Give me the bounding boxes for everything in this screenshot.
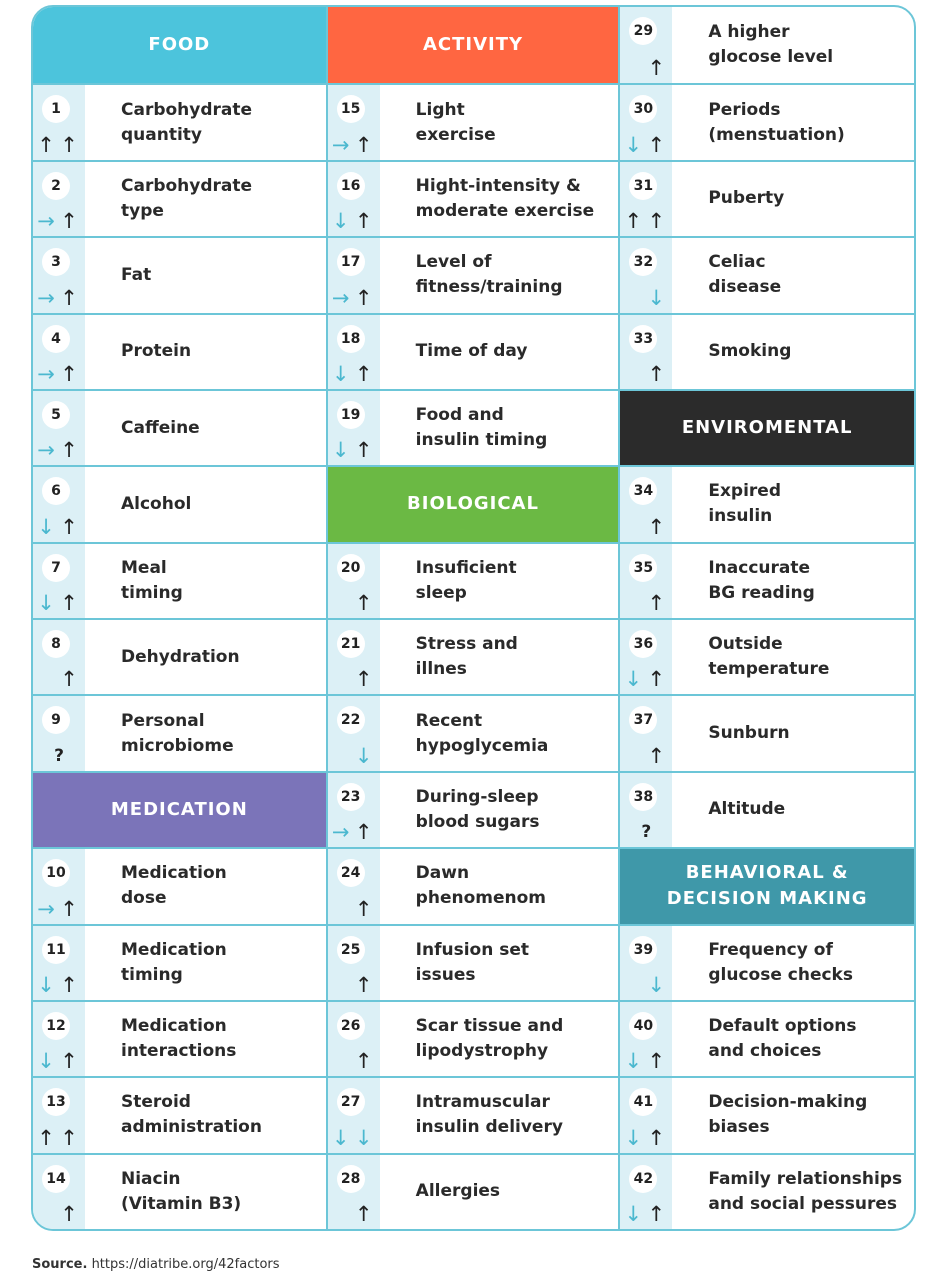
arrow-up-icon: ↑ (647, 361, 666, 386)
factor-label: Medication timing (121, 939, 227, 985)
arrow-up-icon: ↑ (647, 132, 666, 157)
factor-indicator-strip (33, 620, 85, 694)
arrow-down-icon: ↓ (37, 1049, 55, 1074)
factor-indicator-strip (620, 544, 672, 618)
factor-label: A higher glocose level (708, 22, 834, 68)
arrow-down-icon: ↓ (331, 209, 350, 234)
factor-label: Level of fitness/training (415, 252, 563, 298)
factor-label: Intramuscular insulin delivery (415, 1092, 563, 1138)
arrow-up-icon: ↑ (354, 1202, 373, 1226)
arrow-down-icon: ↓ (647, 972, 666, 997)
arrow-up-icon: ↑ (647, 56, 666, 81)
arrow-up-icon: ↑ (37, 1125, 55, 1150)
factor-cell (620, 542, 914, 618)
arrow-up-icon: ↑ (354, 285, 373, 310)
arrow-down-icon: ↓ (37, 591, 55, 615)
arrow-right-icon: → (37, 438, 55, 463)
factor-indicator-strip (328, 1155, 380, 1229)
factor-number: 10 (42, 859, 70, 887)
arrow-right-icon: → (37, 209, 55, 234)
category-column (326, 7, 619, 1229)
factor-number: 6 (42, 477, 70, 505)
factor-number: 1 (42, 95, 70, 123)
factor-number: 3 (42, 248, 70, 276)
factor-number: 2 (42, 172, 70, 200)
factor-number: 7 (42, 554, 70, 582)
arrow-up-icon: ↑ (354, 820, 373, 845)
factor-label: Stress and illnes (415, 634, 518, 680)
factor-number: 41 (629, 1088, 657, 1116)
arrow-up-icon: ↑ (60, 1125, 78, 1150)
arrow-down-icon: ↓ (624, 132, 643, 157)
factor-label: Hight-intensity & moderate exercise (415, 175, 595, 221)
factor-indicator-strip (328, 696, 380, 770)
factor-cell (33, 1000, 326, 1076)
factor-indicator-strip (620, 926, 672, 1000)
factor-label: Time of day (415, 341, 528, 362)
factor-cell (620, 924, 914, 1000)
arrow-right-icon: → (37, 361, 55, 386)
arrow-right-icon: → (331, 285, 350, 310)
factor-cell (328, 847, 619, 923)
factor-number: 20 (337, 554, 365, 582)
arrow-up-icon: ↑ (60, 361, 78, 386)
arrow-up-icon: ↑ (647, 743, 666, 768)
factor-label: Steroid administration (121, 1092, 262, 1138)
factor-label: Protein (121, 341, 192, 362)
factor-number: 36 (629, 630, 657, 658)
factor-number: 39 (629, 936, 657, 964)
category-header: ACTIVITY (328, 7, 619, 83)
arrow-up-icon: ↑ (60, 1049, 78, 1074)
arrow-up-icon: ↑ (354, 972, 373, 997)
arrow-down-icon: ↓ (624, 1202, 643, 1226)
factor-cell (328, 83, 619, 159)
source-label: Source. (32, 1257, 88, 1272)
arrow-right-icon: → (331, 132, 350, 157)
factor-label: Personal microbiome (121, 710, 234, 756)
arrow-down-icon: ↓ (37, 972, 55, 997)
factor-cell (33, 1153, 326, 1229)
factor-cell (620, 694, 914, 770)
factor-number: 5 (42, 401, 70, 429)
category-header: ENVIROMENTAL (620, 389, 914, 465)
arrow-up-icon: ↑ (647, 667, 666, 692)
factor-cell (620, 1153, 914, 1229)
factor-number: 42 (629, 1165, 657, 1193)
question-mark-icon: ? (54, 745, 64, 766)
arrow-up-icon: ↑ (354, 591, 373, 615)
factor-indicator-strip (33, 467, 85, 541)
factor-number: 18 (337, 325, 365, 353)
factor-indicator-strip (33, 696, 85, 770)
factor-number: 23 (337, 783, 365, 811)
factor-cell (620, 236, 914, 312)
arrow-down-icon: ↓ (354, 1125, 373, 1150)
factor-indicator-strip (33, 1078, 85, 1152)
arrow-down-icon: ↓ (331, 361, 350, 386)
factor-indicator-strip (33, 315, 85, 389)
factor-cell (328, 771, 619, 847)
factors-table (31, 5, 916, 1231)
factor-indicator-strip (328, 315, 380, 389)
factor-indicator-strip (328, 1078, 380, 1152)
arrow-up-icon: ↑ (60, 285, 78, 310)
factor-number: 22 (337, 706, 365, 734)
arrow-up-icon: ↑ (647, 1125, 666, 1150)
factor-number: 34 (629, 477, 657, 505)
arrow-up-icon: ↑ (60, 1202, 78, 1226)
arrow-up-icon: ↑ (60, 896, 78, 921)
factor-indicator-strip (620, 1078, 672, 1152)
arrow-up-icon: ↑ (354, 667, 373, 692)
arrow-down-icon: ↓ (624, 667, 643, 692)
factor-number: 4 (42, 325, 70, 353)
arrow-up-icon: ↑ (647, 1202, 666, 1226)
factor-cell (328, 1153, 619, 1229)
factor-cell (33, 847, 326, 923)
factor-label: Dehydration (121, 646, 240, 667)
source-url: https://diatribe.org/42factors (91, 1257, 280, 1272)
factor-indicator-strip (620, 1155, 672, 1229)
factor-label: Carbohydrate type (121, 175, 253, 221)
question-mark-icon: ? (641, 822, 652, 843)
factor-label: Fat (121, 264, 152, 285)
arrow-up-icon: ↑ (354, 1049, 373, 1074)
arrow-up-icon: ↑ (647, 591, 666, 615)
factor-indicator-strip (620, 620, 672, 694)
factor-cell (620, 313, 914, 389)
factor-indicator-strip (33, 1002, 85, 1076)
factor-label: Scar tissue and lipodystrophy (415, 1016, 564, 1062)
factor-indicator-strip (620, 696, 672, 770)
factor-cell (33, 465, 326, 541)
factor-indicator-strip (328, 391, 380, 465)
factor-number: 14 (42, 1165, 70, 1193)
factor-number: 32 (629, 248, 657, 276)
factor-indicator-strip (328, 544, 380, 618)
arrow-up-icon: ↑ (60, 209, 78, 234)
arrow-up-icon: ↑ (354, 896, 373, 921)
factor-label: Infusion set issues (415, 939, 530, 985)
factor-cell (620, 1076, 914, 1152)
arrow-up-icon: ↑ (624, 209, 643, 234)
factor-label: Expired insulin (708, 481, 782, 527)
factor-label: Puberty (708, 188, 785, 209)
factor-number: 8 (42, 630, 70, 658)
factor-label: Sunburn (708, 723, 790, 744)
factor-number: 26 (337, 1012, 365, 1040)
factor-cell (620, 7, 914, 83)
arrow-down-icon: ↓ (331, 438, 350, 463)
category-header: FOOD (33, 7, 326, 83)
factor-number: 19 (337, 401, 365, 429)
factor-label: Frequency of glucose checks (708, 939, 853, 985)
factor-indicator-strip (328, 85, 380, 159)
factor-indicator-strip (33, 85, 85, 159)
factor-number: 31 (629, 172, 657, 200)
factor-cell (328, 1076, 619, 1152)
factor-cell (620, 618, 914, 694)
factor-label: Alcohol (121, 493, 192, 514)
factor-indicator-strip (620, 162, 672, 236)
factor-indicator-strip (620, 238, 672, 312)
source-note (32, 1257, 280, 1272)
factor-indicator-strip (328, 849, 380, 923)
factor-number: 35 (629, 554, 657, 582)
factor-indicator-strip (33, 162, 85, 236)
arrow-down-icon: ↓ (37, 514, 55, 539)
factor-number: 16 (337, 172, 365, 200)
factor-number: 33 (629, 325, 657, 353)
factor-cell (328, 389, 619, 465)
factor-label: Smoking (708, 341, 792, 362)
factor-cell (328, 542, 619, 618)
factor-number: 40 (629, 1012, 657, 1040)
factor-cell (33, 542, 326, 618)
factor-label: Allergies (415, 1181, 501, 1202)
arrow-up-icon: ↑ (60, 514, 78, 539)
factor-indicator-strip (620, 1002, 672, 1076)
factor-cell (33, 618, 326, 694)
factor-indicator-strip (620, 85, 672, 159)
factor-number: 24 (337, 859, 365, 887)
arrow-up-icon: ↑ (354, 209, 373, 234)
arrow-up-icon: ↑ (647, 209, 666, 234)
factor-indicator-strip (620, 773, 672, 847)
factor-indicator-strip (328, 620, 380, 694)
factor-cell (33, 389, 326, 465)
factor-indicator-strip (33, 849, 85, 923)
factor-label: Light exercise (415, 99, 496, 145)
factor-label: Default options and choices (708, 1016, 857, 1062)
arrow-up-icon: ↑ (60, 132, 78, 157)
arrow-up-icon: ↑ (647, 1049, 666, 1074)
factor-number: 37 (629, 706, 657, 734)
factor-label: Medication dose (121, 863, 227, 909)
factor-cell (328, 1000, 619, 1076)
factor-indicator-strip (620, 315, 672, 389)
factor-cell (33, 1076, 326, 1152)
factor-cell (33, 236, 326, 312)
arrow-right-icon: → (331, 820, 350, 845)
arrow-up-icon: ↑ (354, 132, 373, 157)
factor-label: Recent hypoglycemia (415, 710, 549, 756)
factor-indicator-strip (328, 926, 380, 1000)
factor-label: Altitude (708, 799, 786, 820)
factor-indicator-strip (33, 1155, 85, 1229)
factor-cell (620, 160, 914, 236)
arrow-down-icon: ↓ (331, 1125, 350, 1150)
factor-number: 11 (42, 936, 70, 964)
factor-cell (620, 771, 914, 847)
factor-label: Meal timing (121, 557, 183, 603)
factor-cell (328, 924, 619, 1000)
factor-cell (328, 236, 619, 312)
factor-number: 12 (42, 1012, 70, 1040)
factor-number: 27 (337, 1088, 365, 1116)
factor-indicator-strip (620, 467, 672, 541)
factor-label: Decision-making biases (708, 1092, 868, 1138)
category-column (618, 7, 914, 1229)
factor-number: 9 (42, 706, 70, 734)
arrow-right-icon: → (37, 896, 55, 921)
factor-number: 30 (629, 95, 657, 123)
factor-label: Inaccurate BG reading (708, 557, 815, 603)
factor-label: Carbohydrate quantity (121, 99, 253, 145)
factor-indicator-strip (33, 544, 85, 618)
arrow-down-icon: ↓ (624, 1049, 643, 1074)
factor-number: 13 (42, 1088, 70, 1116)
factor-indicator-strip (33, 391, 85, 465)
factor-label: Niacin (Vitamin B3) (121, 1168, 242, 1214)
arrow-down-icon: ↓ (354, 743, 373, 768)
factor-indicator-strip (328, 238, 380, 312)
factor-indicator-strip (33, 926, 85, 1000)
arrow-down-icon: ↓ (624, 1125, 643, 1150)
category-header: BIOLOGICAL (328, 465, 619, 541)
factor-cell (620, 465, 914, 541)
arrow-right-icon: → (37, 285, 55, 310)
factor-cell (33, 83, 326, 159)
factor-label: Outside temperature (708, 634, 830, 680)
category-header: MEDICATION (33, 771, 326, 847)
factor-label: Celiac disease (708, 252, 782, 298)
factor-label: During-sleep blood sugars (415, 786, 540, 832)
factor-cell (620, 83, 914, 159)
factor-cell (328, 618, 619, 694)
factor-cell (33, 313, 326, 389)
arrow-up-icon: ↑ (647, 514, 666, 539)
factor-indicator-strip (620, 7, 672, 83)
factor-cell (33, 160, 326, 236)
factor-cell (328, 160, 619, 236)
factor-number: 21 (337, 630, 365, 658)
arrow-up-icon: ↑ (354, 438, 373, 463)
factor-cell (33, 924, 326, 1000)
arrow-up-icon: ↑ (60, 591, 78, 615)
factor-label: Dawn phenomenom (415, 863, 546, 909)
factor-number: 29 (629, 17, 657, 45)
factor-label: Food and insulin timing (415, 405, 548, 451)
arrow-up-icon: ↑ (60, 667, 78, 692)
factor-label: Caffeine (121, 417, 200, 438)
category-header: BEHAVIORAL & DECISION MAKING (620, 847, 914, 923)
factor-cell (33, 694, 326, 770)
factor-label: Family relationships and social pessures (708, 1168, 903, 1214)
factor-indicator-strip (328, 773, 380, 847)
factor-cell (328, 694, 619, 770)
factor-number: 28 (337, 1165, 365, 1193)
factor-number: 17 (337, 248, 365, 276)
factor-indicator-strip (33, 238, 85, 312)
factor-number: 25 (337, 936, 365, 964)
factor-indicator-strip (328, 162, 380, 236)
factor-number: 38 (629, 783, 657, 811)
factor-label: Medication interactions (121, 1016, 237, 1062)
arrow-up-icon: ↑ (60, 972, 78, 997)
arrow-up-icon: ↑ (60, 438, 78, 463)
factor-number: 15 (337, 95, 365, 123)
factor-indicator-strip (328, 1002, 380, 1076)
arrow-down-icon: ↓ (647, 285, 666, 310)
category-column (33, 7, 326, 1229)
factor-cell (620, 1000, 914, 1076)
factor-label: Insuficient sleep (415, 557, 517, 603)
arrow-up-icon: ↑ (37, 132, 55, 157)
factor-cell (328, 313, 619, 389)
factor-label: Periods (menstuation) (708, 99, 845, 145)
arrow-up-icon: ↑ (354, 361, 373, 386)
